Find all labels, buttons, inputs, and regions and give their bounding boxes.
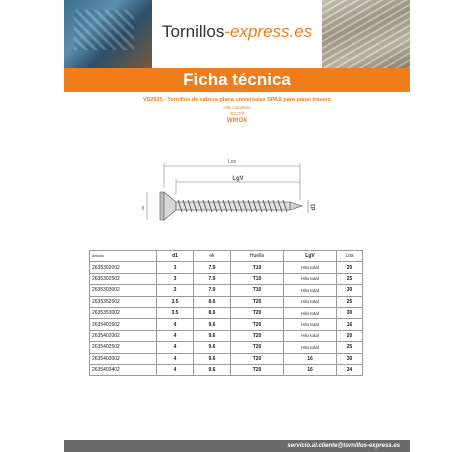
- footer-bar: [64, 440, 410, 452]
- cell-thread-length: 16: [284, 353, 337, 364]
- cell-d1: 4: [157, 364, 194, 375]
- cell-length: 30: [337, 285, 363, 296]
- screw-drawing: [130, 150, 330, 240]
- header-drive: Huella: [231, 251, 284, 262]
- page-title: Ficha técnica: [64, 68, 410, 92]
- length-label: Los: [227, 159, 237, 165]
- cell-thread-length: Hilo total: [284, 307, 337, 318]
- cell-thread-length: Hilo total: [284, 273, 337, 284]
- cell-drive: T20: [231, 342, 284, 353]
- screws-photo: [322, 0, 410, 68]
- tools-photo: [64, 0, 152, 68]
- cell-thread-length: Hilo total: [284, 319, 337, 330]
- cell-d1: 3: [157, 285, 194, 296]
- cell-ek: 9.6: [194, 364, 231, 375]
- product-drive: 4CUT®: [229, 111, 245, 116]
- cell-article: 2635302502: [90, 273, 157, 284]
- table-row: [90, 330, 363, 341]
- cell-thread-length: Hilo total: [284, 330, 337, 341]
- cell-d1: 3: [157, 273, 194, 284]
- cell-article: 2635401602: [90, 319, 157, 330]
- cell-length: 20: [337, 330, 363, 341]
- cell-ek: 9.6: [194, 353, 231, 364]
- cell-ek: 7.9: [194, 285, 231, 296]
- cell-drive: T20: [231, 307, 284, 318]
- product-title: VS2635 - Tornillos de cabeza plana universales SPAX para panel trasero: [142, 97, 332, 103]
- cell-d1: 3.5: [157, 296, 194, 307]
- cell-drive: T10: [231, 262, 284, 273]
- cell-length: 16: [337, 319, 363, 330]
- cell-length: 20: [337, 262, 363, 273]
- cell-article: 2635403002: [90, 353, 157, 364]
- cell-ek: 9.6: [194, 330, 231, 341]
- cell-drive: T20: [231, 353, 284, 364]
- cell-length: 30: [337, 353, 363, 364]
- cell-article: 2635402502: [90, 342, 157, 353]
- cell-ek: 8.6: [194, 307, 231, 318]
- logo-accent: -express.es: [224, 22, 313, 41]
- product-brand: WIROX: [226, 118, 248, 124]
- table-header-row: [90, 251, 363, 262]
- table-row: [90, 285, 363, 296]
- diameter-label: d1: [311, 203, 317, 211]
- cell-d1: 4: [157, 353, 194, 364]
- thread-length-label: LgV: [232, 176, 244, 182]
- cell-article: 2635402002: [90, 330, 157, 341]
- cell-thread-length: 16: [284, 364, 337, 375]
- cell-length: 25: [337, 296, 363, 307]
- contact-email-link[interactable]: servicio.al.cliente@tornillos-express.es: [287, 443, 400, 449]
- header-thread-length: LgV: [284, 251, 337, 262]
- cell-ek: 8.6: [194, 296, 231, 307]
- cell-ek: 9.6: [194, 342, 231, 353]
- cell-article: 2635353002: [90, 307, 157, 318]
- cell-drive: T10: [231, 273, 284, 284]
- cell-d1: 4: [157, 342, 194, 353]
- table-row: [90, 353, 363, 364]
- cell-thread-length: Hilo total: [284, 296, 337, 307]
- product-thread: Hilo completo: [223, 105, 251, 110]
- cell-thread-length: Hilo total: [284, 285, 337, 296]
- cell-d1: 4: [157, 330, 194, 341]
- head-label: ek: [140, 205, 145, 211]
- cell-drive: T10: [231, 285, 284, 296]
- table-row: [90, 262, 363, 273]
- table-row: [90, 319, 363, 330]
- cell-drive: T20: [231, 296, 284, 307]
- cell-drive: T20: [231, 330, 284, 341]
- cell-d1: 4: [157, 319, 194, 330]
- cell-ek: 9.6: [194, 319, 231, 330]
- cell-thread-length: Hilo total: [284, 262, 337, 273]
- header-banner: [64, 0, 410, 68]
- header-d1: d1: [157, 251, 194, 262]
- table-row: [90, 273, 363, 284]
- cell-ek: 7.9: [194, 273, 231, 284]
- cell-length: 34: [337, 364, 363, 375]
- cell-length: 25: [337, 342, 363, 353]
- cell-article: 2635302002: [90, 262, 157, 273]
- cell-length: 25: [337, 273, 363, 284]
- cell-drive: T20: [231, 319, 284, 330]
- site-logo[interactable]: [162, 22, 312, 42]
- table-row: [90, 342, 363, 353]
- cell-article: 2635403402: [90, 364, 157, 375]
- header-article: Artículo: [90, 251, 157, 262]
- screw-icon: [160, 192, 302, 220]
- spec-table: [89, 250, 363, 376]
- cell-d1: 3: [157, 262, 194, 273]
- cell-article: 2635303002: [90, 285, 157, 296]
- logo-main: Tornillos: [162, 22, 225, 41]
- cell-ek: 7.9: [194, 262, 231, 273]
- cell-thread-length: Hilo total: [284, 342, 337, 353]
- cell-article: 2635352502: [90, 296, 157, 307]
- table-row: [90, 307, 363, 318]
- logo-container: [152, 0, 322, 68]
- table-row: [90, 364, 363, 375]
- header-length: Los: [337, 251, 363, 262]
- table-row: [90, 296, 363, 307]
- cell-length: 30: [337, 307, 363, 318]
- cell-drive: T20: [231, 364, 284, 375]
- cell-d1: 3.5: [157, 307, 194, 318]
- header-ek: ek: [194, 251, 231, 262]
